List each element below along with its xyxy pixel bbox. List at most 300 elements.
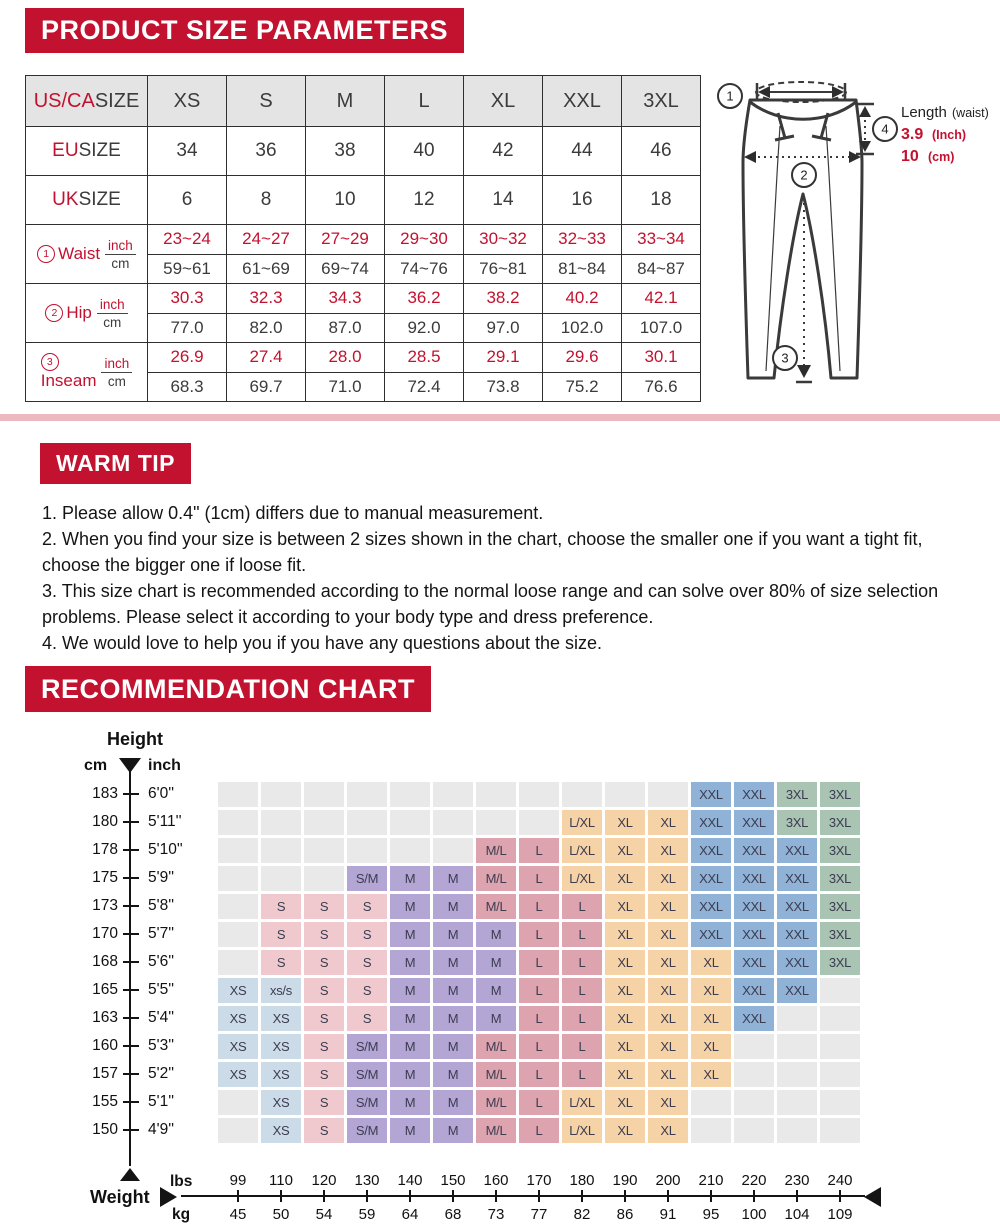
height-cm-value: 157 (92, 1065, 118, 1082)
size-value-cell: XS (148, 76, 227, 127)
weight-lbs-value: 130 (354, 1172, 380, 1189)
grid-cell: XL (648, 1006, 688, 1031)
height-axis-title: Height (107, 729, 163, 749)
warm-tip-item: 2. When you find your size is between 2 sizes shown in the chart, choose the smaller one if you want a tight fit, choose the bigger one if loose fit. (42, 529, 923, 575)
uk-accent: UK (52, 189, 79, 210)
grid-cell: L (519, 866, 559, 891)
grid-cell: S (347, 894, 387, 919)
grid-cell: L/XL (562, 1090, 602, 1115)
inseam-cm-value: 68.3 (170, 376, 204, 396)
grid-cell (820, 978, 860, 1003)
uk-value-cell: 8 (227, 176, 306, 225)
grid-cell (261, 866, 301, 891)
weight-lbs-value: 110 (269, 1172, 293, 1189)
height-tick (123, 933, 139, 935)
grid-cell: XL (605, 866, 645, 891)
weight-lbs-value: 190 (612, 1172, 638, 1189)
grid-cell (347, 838, 387, 863)
grid-cell: XL (691, 978, 731, 1003)
height-tick (123, 1129, 139, 1131)
height-tick (123, 821, 139, 823)
hip-value-cell (464, 284, 543, 343)
grid-cell: XXL (691, 810, 731, 835)
grid-cell (261, 782, 301, 807)
eu-accent: EU (52, 140, 79, 161)
circled-1-icon: 1 (37, 245, 55, 263)
grid-cell: XXL (777, 838, 817, 863)
page-title: PRODUCT SIZE PARAMETERS (25, 8, 464, 53)
grid-cell (476, 810, 516, 835)
grid-cell (691, 1118, 731, 1143)
grid-cell: M/L (476, 838, 516, 863)
grid-cell (218, 866, 258, 891)
waist-value-cell (148, 225, 227, 284)
weight-kg-value: 104 (784, 1206, 810, 1223)
grid-cell (433, 838, 473, 863)
grid-cell: L (562, 922, 602, 947)
grid-cell: S (304, 894, 344, 919)
grid-cell: S (347, 1006, 387, 1031)
weight-tick (538, 1190, 540, 1202)
inseam-value-cell (543, 343, 622, 402)
grid-cell: XXL (691, 866, 731, 891)
grid-cell: XL (605, 1006, 645, 1031)
grid-cell (734, 1034, 774, 1059)
weight-tick (753, 1190, 755, 1202)
weight-lbs-value: 120 (311, 1172, 337, 1189)
grid-cell: XXL (734, 866, 774, 891)
length-label: Length (901, 104, 947, 121)
grid-cell: XL (691, 1034, 731, 1059)
inseam-cm-value: 73.8 (486, 376, 520, 396)
grid-cell (605, 782, 645, 807)
height-cm-value: 178 (92, 841, 118, 858)
grid-cell: S (304, 1006, 344, 1031)
hip-cm-value: 102.0 (560, 317, 604, 337)
grid-cell: 3XL (820, 866, 860, 891)
grid-cell (820, 1034, 860, 1059)
inseam-inch-value: 30.1 (622, 343, 700, 373)
grid-cell: S (261, 922, 301, 947)
height-inch-value: 5'11'' (148, 813, 182, 830)
weight-tick (366, 1190, 368, 1202)
row-label-hip (26, 284, 148, 343)
hip-inch-value: 42.1 (622, 284, 700, 314)
grid-cell: S (304, 1062, 344, 1087)
height-cm-value: 150 (92, 1121, 118, 1138)
circled-3-icon: 3 (41, 353, 59, 371)
grid-cell: XL (648, 1062, 688, 1087)
weight-axis-title: Weight (90, 1187, 150, 1207)
inseam-inch-value: 28.5 (385, 343, 463, 373)
grid-cell: XXL (734, 838, 774, 863)
weight-kg-value: 68 (444, 1206, 462, 1223)
grid-cell: M (390, 866, 430, 891)
grid-cell: XL (648, 950, 688, 975)
height-inch-value: 5'4'' (148, 1009, 175, 1026)
grid-cell: S (304, 1118, 344, 1143)
grid-cell: XXL (734, 894, 774, 919)
table-row-hip (26, 284, 701, 343)
height-tick (123, 877, 139, 879)
weight-tick (581, 1190, 583, 1202)
uk-value-cell: 18 (622, 176, 701, 225)
waist-inch-value: 33~34 (622, 225, 700, 255)
inseam-cm-value: 71.0 (328, 376, 362, 396)
grid-cell (777, 1034, 817, 1059)
grid-cell: XS (261, 1062, 301, 1087)
grid-cell: XS (218, 1034, 258, 1059)
grid-cell: XXL (691, 782, 731, 807)
inseam-value-cell (227, 343, 306, 402)
grid-cell: M/L (476, 1062, 516, 1087)
row-label-eu-size (26, 127, 148, 176)
grid-cell: L (519, 1090, 559, 1115)
grid-cell: XL (648, 894, 688, 919)
height-inch-value: 4'9'' (148, 1121, 175, 1138)
grid-cell: M (433, 922, 473, 947)
grid-cell: XXL (734, 810, 774, 835)
waist-cm-value: 74~76 (400, 258, 448, 278)
inseam-label: Inseam (40, 371, 97, 390)
grid-cell (218, 1090, 258, 1115)
grid-cell: XL (691, 1062, 731, 1087)
grid-cell (304, 866, 344, 891)
grid-cell: M (476, 978, 516, 1003)
waist-value-cell (622, 225, 701, 284)
table-row-sizes (26, 76, 701, 127)
inseam-value-cell (622, 343, 701, 402)
grid-cell (777, 1090, 817, 1115)
waist-inch-value: 24~27 (227, 225, 305, 255)
grid-cell: S (304, 1090, 344, 1115)
weight-tick (323, 1190, 325, 1202)
inseam-unit-cm: cm (107, 373, 126, 389)
grid-cell: S (347, 950, 387, 975)
grid-cell: M/L (476, 1090, 516, 1115)
weight-kg-value: 73 (487, 1206, 505, 1223)
weight-kg-value: 54 (315, 1206, 333, 1223)
weight-kg-value: 91 (659, 1206, 677, 1223)
row-label-usca-size (26, 76, 148, 127)
grid-cell: M (390, 1118, 430, 1143)
height-tick (123, 793, 139, 795)
grid-cell: S (304, 922, 344, 947)
height-cm-value: 170 (92, 925, 118, 942)
grid-cell: L (519, 978, 559, 1003)
waist-value-cell (385, 225, 464, 284)
height-inch-value: 5'9'' (148, 869, 175, 886)
height-inch-value: 5'6'' (148, 953, 175, 970)
hip-inch-value: 32.3 (227, 284, 305, 314)
grid-cell: S/M (347, 866, 387, 891)
hip-cm-value: 87.0 (328, 317, 362, 337)
grid-cell (390, 838, 430, 863)
weight-tick (237, 1190, 239, 1202)
table-row-eu (26, 127, 701, 176)
grid-cell: XL (648, 1034, 688, 1059)
hip-inch-value: 38.2 (464, 284, 542, 314)
height-tick (123, 905, 139, 907)
hip-value-cell (227, 284, 306, 343)
grid-cell: M (390, 950, 430, 975)
eu-rest: SIZE (78, 140, 121, 161)
height-cm-value: 173 (92, 897, 118, 914)
waist-inch-value: 29~30 (385, 225, 463, 255)
grid-cell: 3XL (820, 950, 860, 975)
hip-inch-value: 30.3 (148, 284, 226, 314)
height-label (55, 953, 174, 971)
height-axis-arrow-up-icon (120, 1168, 140, 1181)
grid-cell: M/L (476, 1034, 516, 1059)
size-value-cell: M (306, 76, 385, 127)
weight-lbs-value: 210 (698, 1172, 724, 1189)
grid-cell: L/XL (562, 866, 602, 891)
waist-cm-value: 69~74 (321, 258, 369, 278)
grid-cell: XL (605, 810, 645, 835)
height-label (55, 1121, 174, 1139)
height-label (55, 785, 174, 803)
grid-cell: XXL (777, 950, 817, 975)
row-label-waist (26, 225, 148, 284)
inch-axis-label: inch (148, 757, 181, 774)
grid-cell: L (519, 894, 559, 919)
height-inch-value: 6'0'' (148, 785, 175, 802)
waist-unit-cm: cm (111, 255, 130, 271)
kg-axis-label: kg (172, 1206, 191, 1223)
uk-value-cell: 14 (464, 176, 543, 225)
hip-value-cell (543, 284, 622, 343)
grid-cell: XL (648, 838, 688, 863)
length-cm-value: 10 (901, 148, 919, 165)
grid-cell: XS (261, 1090, 301, 1115)
waist-inch-value: 32~33 (543, 225, 621, 255)
height-cm-value: 160 (92, 1037, 118, 1054)
weight-lbs-value: 200 (655, 1172, 681, 1189)
grid-cell: 3XL (820, 810, 860, 835)
waist-cm-value: 81~84 (558, 258, 606, 278)
hip-cm-value: 82.0 (249, 317, 283, 337)
row-label-inseam (26, 343, 148, 402)
grid-cell: XXL (777, 866, 817, 891)
grid-cell: XL (605, 1118, 645, 1143)
grid-cell: L (562, 978, 602, 1003)
height-inch-value: 5'7'' (148, 925, 175, 942)
inseam-inch-value: 29.6 (543, 343, 621, 373)
height-cm-value: 180 (92, 813, 118, 830)
grid-cell: XL (648, 866, 688, 891)
weight-lbs-value: 220 (741, 1172, 767, 1189)
weight-lbs-value: 160 (483, 1172, 509, 1189)
inseam-value-cell (306, 343, 385, 402)
warm-tip-title: WARM TIP (40, 443, 191, 484)
grid-cell (433, 782, 473, 807)
eu-value-cell: 38 (306, 127, 385, 176)
grid-cell: S/M (347, 1034, 387, 1059)
grid-cell: M (433, 866, 473, 891)
pants-diagram (700, 68, 1000, 418)
grid-cell: XL (605, 950, 645, 975)
grid-cell: M (433, 1006, 473, 1031)
eu-value-cell: 46 (622, 127, 701, 176)
grid-cell: L/XL (562, 810, 602, 835)
waist-cm-value: 59~61 (163, 258, 211, 278)
height-label (55, 1009, 174, 1027)
grid-cell: S (261, 950, 301, 975)
grid-cell (820, 1062, 860, 1087)
grid-cell (261, 810, 301, 835)
height-inch-value: 5'2'' (148, 1065, 175, 1082)
length-inch-value: 3.9 (901, 126, 924, 143)
height-inch-value: 5'1'' (148, 1093, 175, 1110)
grid-cell: M (476, 1006, 516, 1031)
hip-cm-value: 92.0 (407, 317, 441, 337)
grid-cell: L (562, 1034, 602, 1059)
length-inch-unit: (Inch) (932, 128, 967, 142)
height-label (55, 981, 174, 999)
grid-cell: M (476, 922, 516, 947)
height-label (55, 1065, 174, 1083)
grid-cell: M (433, 1062, 473, 1087)
eu-value-cell: 40 (385, 127, 464, 176)
inseam-arrowhead-icon (797, 365, 811, 378)
grid-cell: 3XL (777, 782, 817, 807)
grid-cell: 3XL (777, 810, 817, 835)
height-tick (123, 1101, 139, 1103)
grid-cell: XXL (734, 978, 774, 1003)
grid-cell: L (562, 1006, 602, 1031)
grid-cell: M (390, 1090, 430, 1115)
warm-tip-item: 3. This size chart is recommended according to the normal loose range and can solve over 80% of size selection problems. Please select it according to your body type and dress preference. (42, 581, 939, 627)
height-label (55, 1037, 174, 1055)
grid-cell (218, 810, 258, 835)
grid-cell (218, 782, 258, 807)
grid-cell (433, 810, 473, 835)
grid-cell: M (390, 894, 430, 919)
grid-cell: XXL (691, 838, 731, 863)
grid-cell: XS (261, 1034, 301, 1059)
hip-inch-value: 34.3 (306, 284, 384, 314)
grid-cell: XL (605, 894, 645, 919)
callout-4-number: 4 (881, 121, 889, 137)
usca-accent: US/CA (33, 89, 95, 112)
height-tick (123, 961, 139, 963)
grid-cell: XL (605, 1062, 645, 1087)
weight-lbs-value: 140 (397, 1172, 423, 1189)
grid-cell (734, 1118, 774, 1143)
waist-value-cell (227, 225, 306, 284)
weight-lbs-value: 170 (526, 1172, 552, 1189)
grid-cell: 3XL (820, 782, 860, 807)
hip-value-cell (306, 284, 385, 343)
height-tick (123, 849, 139, 851)
height-inch-value: 5'5'' (148, 981, 175, 998)
weight-kg-value: 64 (401, 1206, 419, 1223)
grid-cell (777, 1006, 817, 1031)
grid-cell (218, 1118, 258, 1143)
grid-cell (390, 810, 430, 835)
grid-cell (734, 1090, 774, 1115)
uk-value-cell: 12 (385, 176, 464, 225)
warm-tip-list (42, 500, 977, 656)
grid-cell: L (519, 1062, 559, 1087)
grid-cell: XXL (734, 950, 774, 975)
hip-cm-value: 97.0 (486, 317, 520, 337)
grid-cell: 3XL (820, 922, 860, 947)
grid-cell (261, 838, 301, 863)
eu-value-cell: 44 (543, 127, 622, 176)
height-tick (123, 1017, 139, 1019)
weight-tick (839, 1190, 841, 1202)
grid-cell: XL (648, 810, 688, 835)
grid-cell (820, 1118, 860, 1143)
size-value-cell: S (227, 76, 306, 127)
grid-cell: M (433, 894, 473, 919)
hip-unit-cm: cm (103, 314, 122, 330)
height-label (55, 897, 174, 915)
grid-cell (390, 782, 430, 807)
warm-tip-item: 1. Please allow 0.4" (1cm) differs due to manual measurement. (42, 503, 544, 523)
grid-cell: L (562, 1062, 602, 1087)
inseam-value-cell (148, 343, 227, 402)
grid-cell: XL (648, 1118, 688, 1143)
inseam-inch-value: 26.9 (148, 343, 226, 373)
grid-cell: XL (648, 1090, 688, 1115)
grid-cell: M (476, 950, 516, 975)
hip-label: Hip (66, 303, 92, 322)
grid-cell: XL (605, 978, 645, 1003)
callout-3-number: 3 (781, 350, 789, 366)
grid-cell: XXL (777, 978, 817, 1003)
height-cm-value: 183 (92, 785, 118, 802)
grid-cell: XL (648, 922, 688, 947)
weight-lbs-value: 230 (784, 1172, 810, 1189)
uk-value-cell: 6 (148, 176, 227, 225)
waistband-seam (750, 102, 856, 119)
recommendation-grid (218, 782, 860, 1143)
grid-cell (218, 922, 258, 947)
grid-cell: XL (691, 1006, 731, 1031)
grid-cell: XXL (734, 1006, 774, 1031)
grid-cell: S/M (347, 1090, 387, 1115)
grid-cell: xs/s (261, 978, 301, 1003)
height-tick (123, 1045, 139, 1047)
grid-cell: XL (605, 1090, 645, 1115)
waist-inch-value: 27~29 (306, 225, 384, 255)
eu-value-cell: 36 (227, 127, 306, 176)
cm-axis-label: cm (84, 757, 108, 774)
waist-cm-value: 76~81 (479, 258, 527, 278)
weight-tick (452, 1190, 454, 1202)
grid-cell: XXL (777, 922, 817, 947)
grid-cell: S (304, 978, 344, 1003)
table-row-waist (26, 225, 701, 284)
grid-cell: XS (218, 978, 258, 1003)
waist-inch-value: 23~24 (148, 225, 226, 255)
waist-cm-value: 61~69 (242, 258, 290, 278)
weight-tick (710, 1190, 712, 1202)
height-cm-value: 165 (92, 981, 118, 998)
grid-cell: M (390, 1034, 430, 1059)
grid-cell: XL (605, 922, 645, 947)
grid-cell (820, 1090, 860, 1115)
usca-rest: SIZE (94, 89, 140, 112)
weight-kg-value: 45 (229, 1206, 247, 1223)
grid-cell: XL (648, 978, 688, 1003)
grid-cell (304, 782, 344, 807)
waist-cm-value: 84~87 (637, 258, 685, 278)
waist-value-cell (543, 225, 622, 284)
